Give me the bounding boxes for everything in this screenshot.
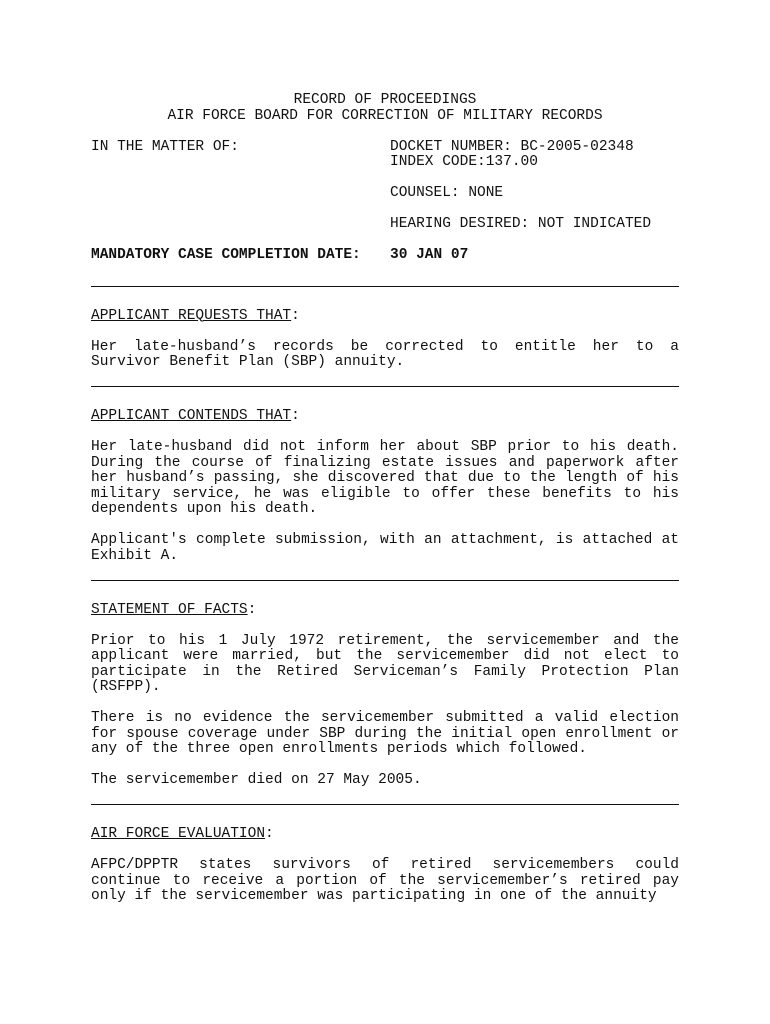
contends-paragraph-1: Her late-husband did not inform her about SBP prior to his death. During the course of finalizing estate issues and paperwork after her husband’s passing, she discovered that due to the length of his military service, he was eligible to offer these benefits to his dependents upon his death. — [91, 439, 679, 517]
section-heading-facts: STATEMENT OF FACTS: — [91, 601, 257, 618]
completion-date-row — [91, 248, 679, 264]
divider — [91, 580, 679, 581]
title-line-1: RECORD OF PROCEEDINGS — [293, 92, 477, 108]
divider — [91, 286, 679, 287]
completion-date: 30 JAN 07 — [390, 247, 469, 263]
section-heading-evaluation: AIR FORCE EVALUATION: — [91, 826, 274, 842]
facts-paragraph-2: There is no evidence the servicemember submitted a valid election for spouse coverage under SBP during the initial open enrollment or any of the three open enrollments periods which followed. — [91, 710, 679, 757]
document-title — [91, 93, 679, 124]
section-heading-requests: APPLICANT REQUESTS THAT: — [91, 307, 300, 324]
completion-label: MANDATORY CASE COMPLETION DATE: — [91, 247, 361, 263]
document-page — [91, 93, 679, 920]
section-heading-contends: APPLICANT CONTENDS THAT: — [91, 408, 300, 424]
index-code: INDEX CODE:137.00 — [390, 154, 538, 170]
docket-number: DOCKET NUMBER: BC-2005-02348 — [390, 138, 634, 155]
contends-paragraph-2: Applicant's complete submission, with an attachment, is attached at Exhibit A. — [91, 532, 679, 564]
counsel: COUNSEL: NONE — [390, 185, 504, 201]
title-line-2: AIR FORCE BOARD FOR CORRECTION OF MILITARY RECORDS — [167, 107, 603, 124]
hearing-desired: HEARING DESIRED: NOT INDICATED — [390, 216, 652, 232]
divider — [91, 386, 679, 387]
evaluation-paragraph-1: AFPC/DPPTR states survivors of retired servicemembers could continue to receive a portion of the servicemember’s retired pay only if the servicemember was participating in one of the annuity — [91, 857, 679, 904]
facts-paragraph-1: Prior to his 1 July 1972 retirement, the servicemember and the applicant were married, but the servicemember did not elect to participate in the Retired Serviceman’s Family Protection Plan (RSFPP). — [91, 632, 679, 695]
divider — [91, 804, 679, 805]
requests-paragraph: Her late-husband’s records be corrected to entitle her to a Survivor Benefit Plan (SBP) annuity. — [91, 338, 679, 370]
matter-label: IN THE MATTER OF: — [91, 138, 239, 155]
case-info — [91, 140, 679, 233]
facts-paragraph-3: The servicemember died on 27 May 2005. — [91, 772, 422, 788]
